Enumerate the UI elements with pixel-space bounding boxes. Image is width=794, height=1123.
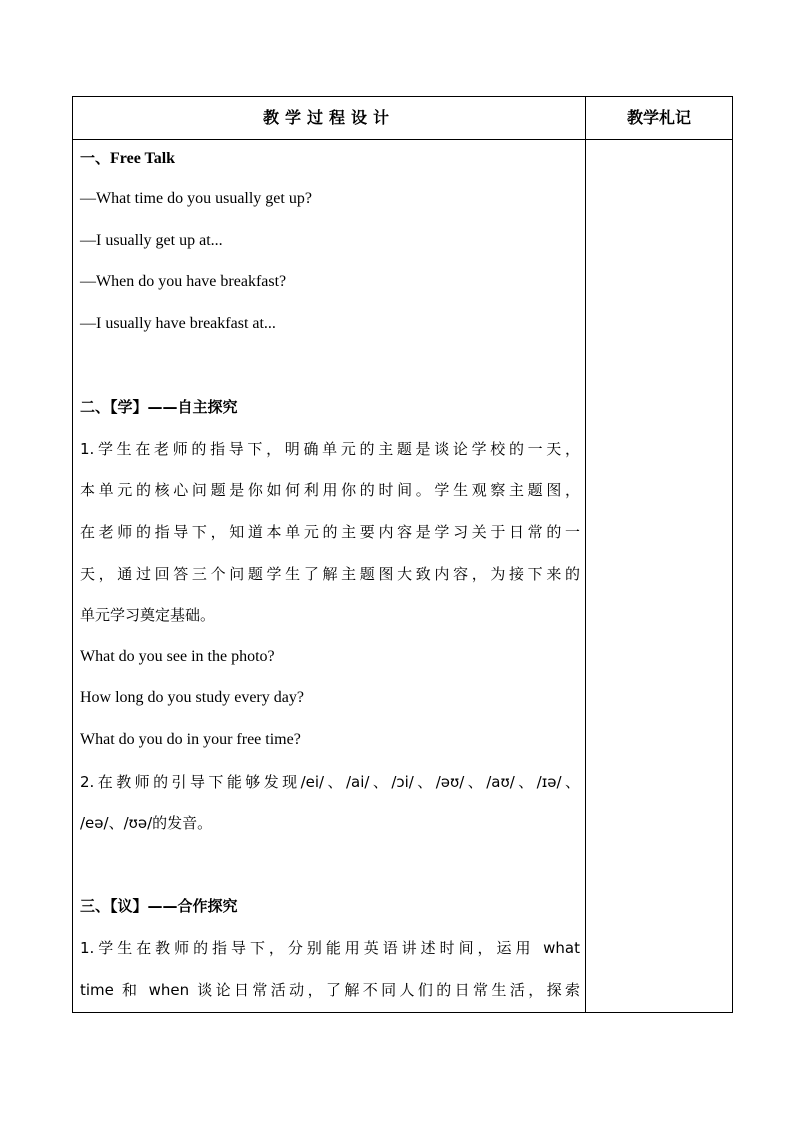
- question-line: How long do you study every day?: [80, 689, 304, 706]
- dialogue-line: —What time do you usually get up?: [80, 190, 312, 207]
- lesson-plan-table: [72, 96, 733, 1013]
- dialogue-line: —I usually have breakfast at...: [80, 315, 276, 332]
- question-line: What do you see in the photo?: [80, 648, 275, 665]
- section1-heading-number: 一、: [80, 149, 111, 167]
- section3-para-line: time 和 when 谈论日常活动，了解不同人们的日常生活，探索: [80, 981, 580, 999]
- section1-heading: [80, 147, 175, 169]
- column-divider: [585, 97, 586, 1012]
- dialogue-line: —When do you have breakfast?: [80, 273, 287, 290]
- section2-heading: 二、【学】——自主探究: [80, 398, 238, 416]
- section3-para-line: 1.学生在教师的指导下，分别能用英语讲述时间，运用 what: [80, 939, 580, 957]
- section2-para-line: 天，通过回答三个问题学生了解主题图大致内容，为接下来的: [80, 565, 580, 583]
- section2-para-line: 单元学习奠定基础。: [80, 606, 216, 624]
- dialogue-line: —I usually get up at...: [80, 232, 223, 249]
- header-teaching-notes: 教学札记: [626, 108, 691, 127]
- section2-para-line: 本单元的核心问题是你如何利用你的时间。学生观察主题图，: [80, 481, 580, 499]
- section2-para-line: 1.学生在老师的指导下，明确单元的主题是谈论学校的一天，: [80, 440, 580, 458]
- section1-heading-title: Free Talk: [110, 150, 176, 167]
- table-header-row: [73, 97, 732, 140]
- header-teaching-process: 教学过程设计: [262, 108, 395, 127]
- question-line: What do you do in your free time?: [80, 731, 301, 748]
- section2-para-line: 在老师的指导下，知道本单元的主要内容是学习关于日常的一: [80, 523, 580, 541]
- section2-para2-line: 2.在教师的引导下能够发现/ei/、/ai/、/ɔi/、/əʊ/、/aʊ/、/ɪə/、: [80, 773, 580, 791]
- section2-para2-line: /eə/、/ʊə/的发音。: [80, 814, 213, 832]
- section3-heading: 三、【议】——合作探究: [80, 897, 238, 915]
